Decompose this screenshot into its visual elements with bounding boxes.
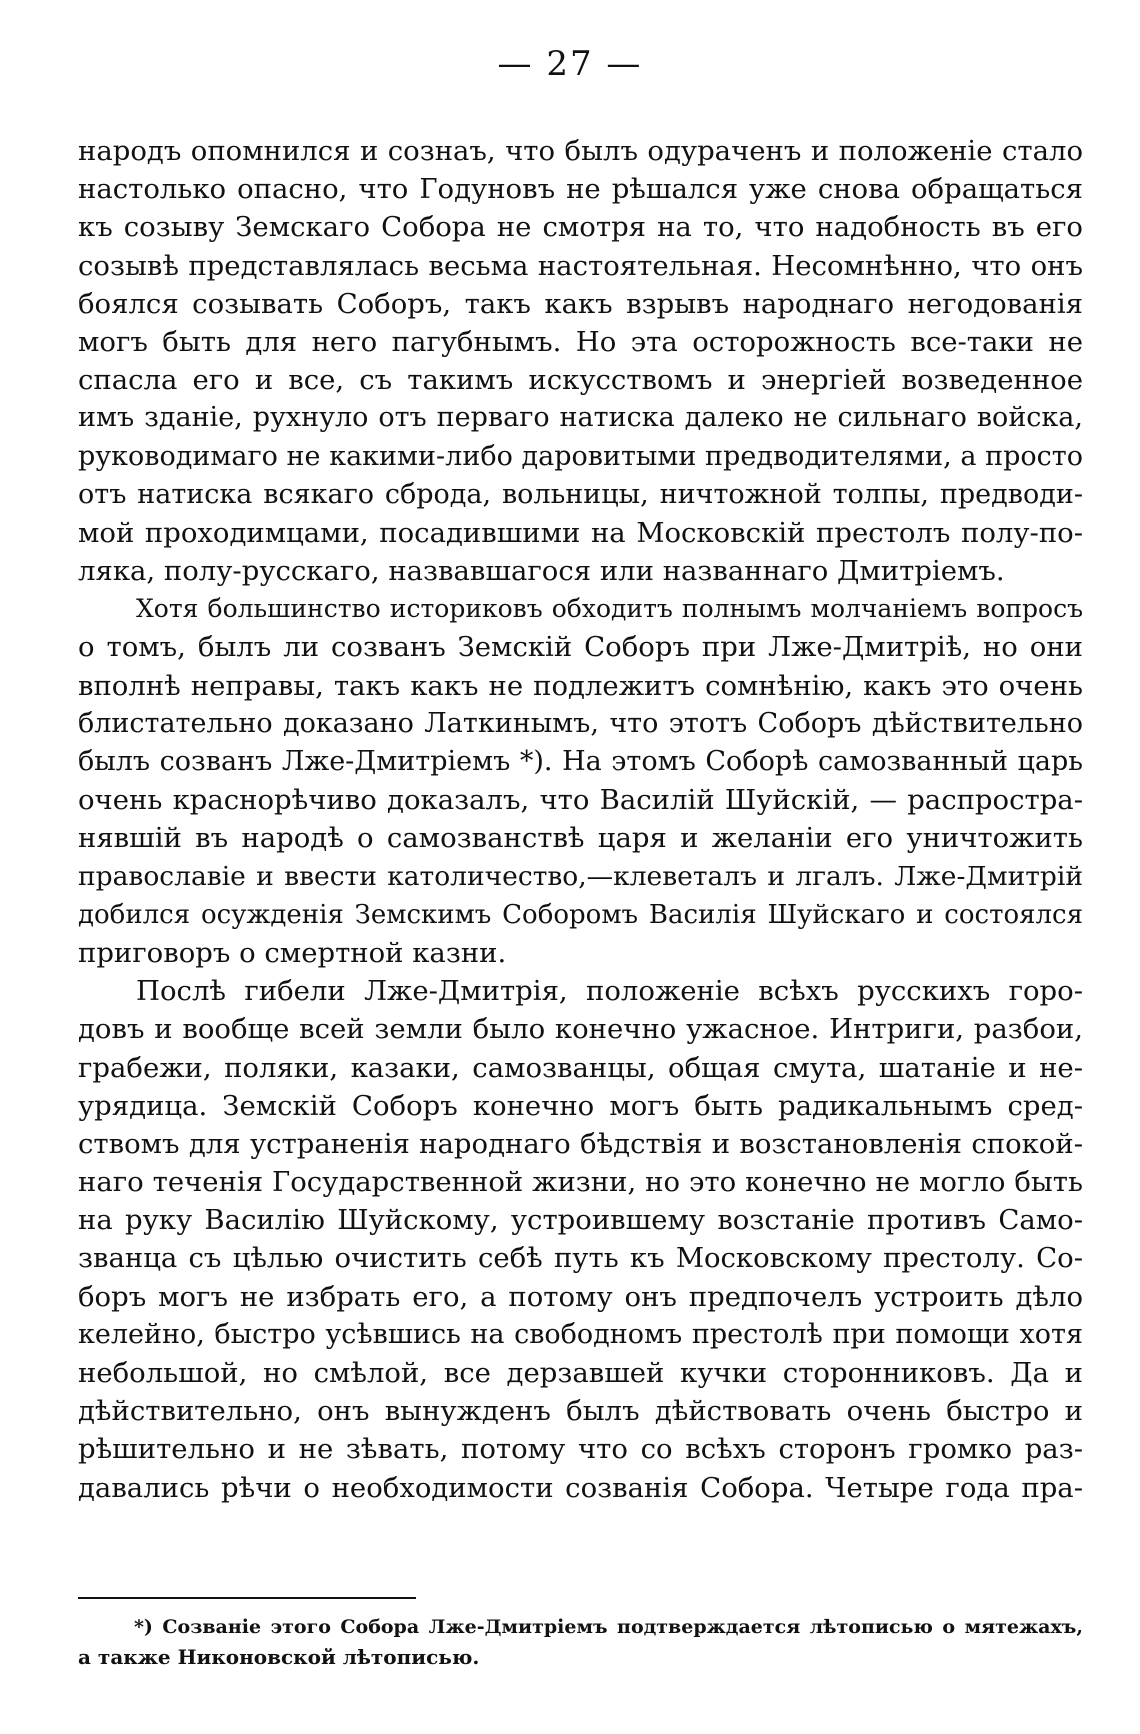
- text-line: боръ могъ не избрать его, а потому онъ предпочелъ устроить дѣло: [78, 1280, 1083, 1313]
- text-line: созывѣ представлялась весьма настоятельная. Несомнѣнно, что онъ: [78, 249, 1083, 282]
- text-line: довъ и вообще всей земли было конечно ужасное. Интриги, разбои,: [78, 1013, 1083, 1046]
- text-line: грабежи, поляки, казаки, самозванцы, общая смута, шатаніе и не-: [78, 1051, 1083, 1084]
- text-line: имъ зданіе, рухнуло отъ перваго натиска далеко не сильнаго войска,: [78, 402, 1083, 434]
- text-line: мой проходимцами, посадившими на Московскій престолъ полу-по-: [78, 516, 1083, 549]
- text-line: православіе и ввести католичество,—клеветалъ и лгалъ. Лже-Дмитрій: [78, 860, 1083, 892]
- text-line: отъ натиска всякаго сброда, вольницы, ничтожной толпы, предводи-: [78, 478, 1083, 510]
- text-line: народъ опомнился и сознаъ, что былъ одураченъ и положеніе стало: [78, 135, 1083, 167]
- text-line: вполнѣ неправы, такъ какъ не подлежитъ сомнѣнію, какъ это очень: [78, 669, 1083, 702]
- text-line: наго теченія Государственной жизни, но это конечно не могло быть: [78, 1166, 1083, 1199]
- text-line: дѣйствительно, онъ вынужденъ былъ дѣйствовать очень быстро и: [78, 1395, 1083, 1428]
- text-line: могъ быть для него пагубнымъ. Но эта осторожность все-таки не: [78, 325, 1083, 358]
- text-line: блистательно доказано Латкинымъ, что этотъ Соборъ дѣйствительно: [78, 707, 1083, 739]
- text-line: званца съ цѣлью очистить себѣ путь къ Московскому престолу. Со-: [78, 1242, 1083, 1275]
- text-line: урядица. Земскій Соборъ конечно могъ быть радикальнымъ сред-: [78, 1089, 1083, 1122]
- text-line: настолько опасно, что Годуновъ не рѣшался уже снова обращаться: [78, 173, 1083, 206]
- text-line: Послѣ гибели Лже-Дмитрія, положеніе всѣхъ русскихъ горо-: [136, 975, 1083, 1008]
- text-line: къ созыву Земскаго Собора не смотря на то, что надобность въ его: [78, 211, 1083, 244]
- body-text: [78, 132, 1083, 1507]
- text-line: приговоръ о смертной казни.: [78, 936, 507, 969]
- footnote-line: *) Созваніе этого Собора Лже-Дмитріемъ подтверждается лѣтописью о мятежахъ,: [134, 1616, 1083, 1638]
- text-line: о томъ, былъ ли созванъ Земскій Соборъ при Лже-Дмитріѣ, но они: [78, 631, 1083, 664]
- paragraph-1: [78, 132, 1083, 590]
- text-line: на руку Василію Шуйскому, устроившему возстаніе противъ Само-: [78, 1204, 1083, 1237]
- text-line: небольшой, но смѣлой, все дерзавшей кучки сторонниковъ. Да и: [78, 1357, 1083, 1389]
- page-number: — 27 —: [497, 44, 643, 84]
- text-line: нявшій въ народѣ о самозванствѣ царя и желаніи его уничтожить: [78, 822, 1083, 855]
- text-line: ствомъ для устраненія народнаго бѣдствія и возстановленія спокой-: [78, 1127, 1083, 1160]
- text-line: ляка, полу-русскаго, назвавшагося или названнаго Дмитріемъ.: [78, 555, 1005, 588]
- text-line: боялся созывать Соборъ, такъ какъ взрывъ народнаго негодованія: [78, 287, 1083, 320]
- footnote-divider: [78, 1597, 416, 1599]
- text-line: рѣшительно и не зѣвать, потому что со всѣхъ сторонъ громко раз-: [78, 1433, 1083, 1466]
- text-line: Хотя большинство историковъ обходитъ полнымъ молчаніемъ вопросъ: [136, 594, 1083, 624]
- text-line: келейно, быстро усѣвшись на свободномъ престолѣ при помощи хотя: [78, 1318, 1083, 1350]
- text-line: добился осужденія Земскимъ Соборомъ Василія Шуйскаго и состоялся: [78, 899, 1083, 930]
- paragraph-3: [78, 972, 1083, 1507]
- paragraph-2: [78, 590, 1083, 972]
- footnote-line: а также Никоновской лѣтописью.: [78, 1645, 480, 1669]
- text-line: спасла его и все, съ такимъ искусствомъ и энергіей возведенное: [78, 364, 1083, 397]
- text-line: очень краснорѣчиво доказалъ, что Василій Шуйскій, — распростра-: [78, 784, 1083, 817]
- text-line: руководимаго не какими-либо даровитыми предводителями, а просто: [78, 440, 1083, 472]
- text-line: былъ созванъ Лже-Дмитріемъ *). На этомъ Соборѣ самозванный царь: [78, 746, 1083, 777]
- footnote: [78, 1612, 1083, 1672]
- text-line: давались рѣчи о необходимости созванія Собора. Четыре года пра-: [78, 1471, 1083, 1504]
